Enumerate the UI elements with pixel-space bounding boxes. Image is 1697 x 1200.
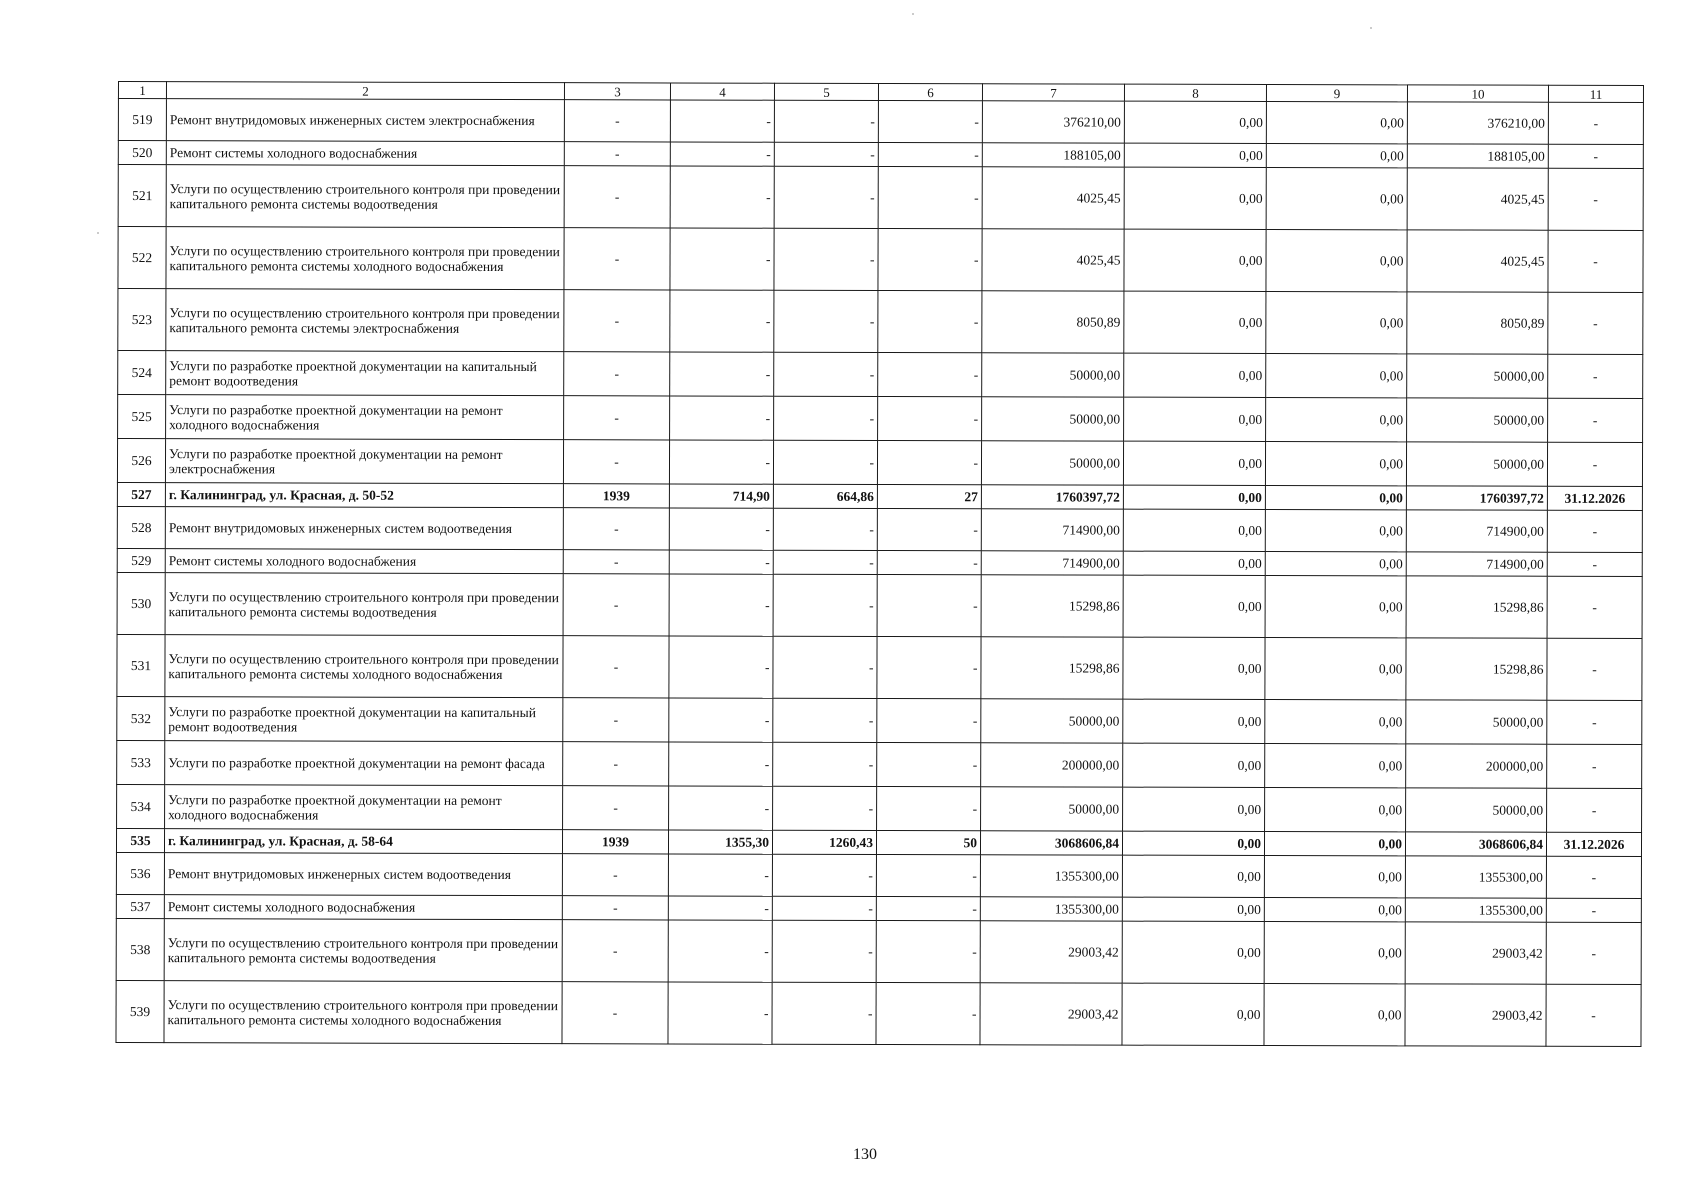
budget-share-cell: 0,00: [1266, 354, 1407, 398]
total-area-cell: 714,90: [669, 484, 773, 508]
residents-count-cell: -: [878, 290, 982, 352]
data-table: [115, 81, 1644, 1047]
work-description-cell: Услуги по разработке проектной документации на ремонт холодного водоснабжения: [166, 395, 564, 440]
completion-date-cell: -: [1547, 700, 1642, 744]
table-body: [116, 82, 1644, 1047]
total-cost-cell: 15298,86: [981, 637, 1123, 699]
header-cell-4: 4: [670, 83, 774, 100]
owners-share-cell: 15298,86: [1406, 638, 1547, 700]
completion-date-cell: -: [1548, 398, 1643, 442]
living-area-cell: -: [773, 550, 877, 574]
work-description-cell: г. Калининград, ул. Красная, д. 50-52: [165, 483, 563, 508]
work-description-cell: Услуги по осуществлению строительного контроля при проведении капитального ремонта системы водоотведения: [165, 573, 563, 636]
completion-date-cell: -: [1548, 354, 1643, 398]
header-cell-11: 11: [1548, 85, 1643, 102]
fund-share-cell: 0,00: [1124, 167, 1266, 229]
total-cost-cell: 29003,42: [980, 921, 1122, 983]
owners-share-cell: 188105,00: [1407, 144, 1548, 168]
total-area-cell: -: [668, 920, 772, 982]
residents-count-cell: 50: [876, 830, 980, 854]
header-cell-1: 1: [118, 82, 166, 99]
budget-share-cell: 0,00: [1265, 442, 1406, 486]
year-built-cell: -: [564, 290, 670, 352]
total-area-cell: -: [670, 290, 774, 352]
row-number-cell: 527: [117, 482, 165, 506]
residents-count-cell: -: [878, 100, 982, 142]
total-area-cell: -: [669, 698, 773, 742]
budget-share-cell: 0,00: [1266, 102, 1407, 144]
budget-share-cell: 0,00: [1266, 144, 1407, 168]
work-description-cell: г. Калининград, ул. Красная, д. 58-64: [164, 829, 562, 854]
fund-share-cell: 0,00: [1122, 855, 1264, 897]
row-number-cell: 520: [118, 141, 166, 165]
row-number-cell: 524: [118, 351, 166, 395]
fund-share-cell: 0,00: [1123, 575, 1265, 637]
residents-count-cell: -: [876, 896, 980, 920]
completion-date-cell: -: [1548, 168, 1643, 230]
budget-share-cell: 0,00: [1264, 832, 1405, 856]
living-area-cell: -: [773, 636, 877, 698]
fund-share-cell: 0,00: [1122, 831, 1264, 855]
table-row: [118, 395, 1643, 443]
living-area-cell: -: [772, 854, 876, 896]
owners-share-cell: 4025,45: [1407, 230, 1548, 292]
table-row: [117, 506, 1642, 552]
budget-share-cell: 0,00: [1265, 700, 1406, 744]
owners-share-cell: 1355300,00: [1405, 898, 1546, 922]
completion-date-cell: 31.12.2026: [1547, 486, 1642, 510]
completion-date-cell: -: [1547, 576, 1642, 638]
total-cost-cell: 1355300,00: [980, 897, 1122, 921]
completion-date-cell: -: [1547, 744, 1642, 788]
completion-date-cell: -: [1547, 510, 1642, 552]
row-number-cell: 538: [116, 918, 164, 980]
scan-speck: [1370, 27, 1372, 29]
residents-count-cell: -: [877, 698, 981, 742]
fund-share-cell: 0,00: [1124, 397, 1266, 441]
completion-date-cell: 31.12.2026: [1546, 832, 1641, 856]
work-description-cell: Услуги по осуществлению строительного контроля при проведении капитального ремонта системы водоотведения: [164, 919, 562, 982]
table-row: [117, 696, 1642, 744]
owners-share-cell: 15298,86: [1406, 576, 1547, 638]
row-number-cell: 537: [116, 894, 164, 918]
owners-share-cell: 4025,45: [1407, 168, 1548, 230]
budget-share-cell: 0,00: [1265, 486, 1406, 510]
total-cost-cell: 1760397,72: [981, 485, 1123, 509]
living-area-cell: 664,86: [773, 484, 877, 508]
owners-share-cell: 200000,00: [1406, 744, 1547, 788]
year-built-cell: -: [563, 636, 669, 698]
total-cost-cell: 4025,45: [982, 167, 1124, 229]
fund-share-cell: 0,00: [1122, 897, 1264, 921]
year-built-cell: -: [563, 550, 669, 574]
year-built-cell: -: [564, 228, 670, 290]
residents-count-cell: 27: [877, 484, 981, 508]
budget-share-cell: 0,00: [1264, 984, 1405, 1046]
residents-count-cell: -: [877, 508, 981, 550]
year-built-cell: -: [563, 574, 669, 636]
row-number-cell: 532: [117, 696, 165, 740]
budget-share-cell: 0,00: [1266, 168, 1407, 230]
owners-share-cell: 714900,00: [1406, 510, 1547, 552]
living-area-cell: -: [774, 166, 878, 228]
year-built-cell: -: [564, 396, 670, 440]
work-description-cell: Ремонт внутридомовых инженерных систем водоотведения: [165, 507, 563, 550]
living-area-cell: -: [774, 142, 878, 166]
budget-share-cell: 0,00: [1265, 576, 1406, 638]
living-area-cell: -: [772, 896, 876, 920]
completion-date-cell: -: [1546, 856, 1641, 898]
owners-share-cell: 29003,42: [1405, 922, 1546, 984]
work-description-cell: Ремонт системы холодного водоснабжения: [164, 895, 562, 920]
row-number-cell: 522: [118, 227, 166, 289]
fund-share-cell: 0,00: [1123, 743, 1265, 787]
work-description-cell: Услуги по разработке проектной документации на ремонт фасада: [165, 741, 563, 786]
budget-share-cell: 0,00: [1264, 898, 1405, 922]
total-cost-cell: 188105,00: [982, 143, 1124, 167]
completion-date-cell: -: [1546, 922, 1641, 984]
work-description-cell: Ремонт системы холодного водоснабжения: [165, 549, 563, 574]
living-area-cell: -: [774, 396, 878, 440]
residents-count-cell: -: [877, 636, 981, 698]
fund-share-cell: 0,00: [1123, 485, 1265, 509]
owners-share-cell: 50000,00: [1406, 788, 1547, 832]
table-row: [118, 351, 1643, 399]
residents-count-cell: -: [878, 166, 982, 228]
row-number-cell: 523: [118, 289, 166, 351]
year-built-cell: -: [563, 698, 669, 742]
work-description-cell: Услуги по осуществлению строительного контроля при проведении капитального ремонта системы холодного водоснабжения: [166, 227, 564, 290]
header-cell-3: 3: [564, 83, 670, 100]
total-area-cell: -: [670, 352, 774, 396]
total-area-cell: -: [668, 982, 772, 1044]
completion-date-cell: -: [1546, 898, 1641, 922]
row-number-cell: 535: [116, 828, 164, 852]
header-cell-2: 2: [166, 82, 564, 100]
living-area-cell: -: [772, 982, 876, 1044]
table-row: [118, 289, 1643, 355]
table-row: [116, 980, 1641, 1046]
owners-share-cell: 50000,00: [1407, 354, 1548, 398]
fund-share-cell: 0,00: [1123, 787, 1265, 831]
total-cost-cell: 714900,00: [981, 509, 1123, 551]
total-cost-cell: 200000,00: [981, 743, 1123, 787]
owners-share-cell: 8050,89: [1407, 292, 1548, 354]
header-cell-5: 5: [774, 83, 878, 100]
total-cost-cell: 1355300,00: [980, 855, 1122, 897]
fund-share-cell: 0,00: [1123, 551, 1265, 575]
table-row: [117, 784, 1642, 832]
header-cell-9: 9: [1266, 85, 1407, 102]
year-built-cell: -: [562, 982, 668, 1044]
total-area-cell: -: [670, 228, 774, 290]
fund-share-cell: 0,00: [1124, 291, 1266, 353]
owners-share-cell: 714900,00: [1406, 552, 1547, 576]
completion-date-cell: -: [1548, 144, 1643, 168]
owners-share-cell: 50000,00: [1406, 442, 1547, 486]
owners-share-cell: 50000,00: [1407, 398, 1548, 442]
row-number-cell: 539: [116, 980, 164, 1042]
year-built-cell: -: [564, 142, 670, 166]
row-number-cell: 530: [117, 572, 165, 634]
total-area-cell: -: [668, 854, 772, 896]
work-description-cell: Услуги по разработке проектной документации на капитальный ремонт водоотведения: [166, 351, 564, 396]
work-description-cell: Услуги по осуществлению строительного контроля при проведении капитального ремонта системы водоотведения: [166, 165, 564, 228]
total-cost-cell: 50000,00: [981, 441, 1123, 485]
total-area-cell: -: [669, 636, 773, 698]
row-number-cell: 521: [118, 165, 166, 227]
year-built-cell: -: [563, 742, 669, 786]
fund-share-cell: 0,00: [1124, 229, 1266, 291]
budget-share-cell: 0,00: [1266, 230, 1407, 292]
total-cost-cell: 50000,00: [981, 699, 1123, 743]
residents-count-cell: -: [876, 854, 980, 896]
living-area-cell: -: [773, 508, 877, 550]
year-built-cell: -: [563, 440, 669, 484]
total-area-cell: -: [669, 550, 773, 574]
total-area-cell: -: [669, 508, 773, 550]
total-cost-cell: 714900,00: [981, 551, 1123, 575]
year-built-cell: -: [564, 352, 670, 396]
budget-share-cell: 0,00: [1265, 510, 1406, 552]
fund-share-cell: 0,00: [1123, 699, 1265, 743]
header-cell-6: 6: [878, 83, 982, 100]
fund-share-cell: 0,00: [1122, 921, 1264, 983]
owners-share-cell: 1355300,00: [1405, 856, 1546, 898]
total-cost-cell: 50000,00: [982, 397, 1124, 441]
year-built-cell: -: [563, 508, 669, 550]
total-area-cell: -: [668, 896, 772, 920]
owners-share-cell: 29003,42: [1405, 984, 1546, 1046]
budget-share-cell: 0,00: [1265, 552, 1406, 576]
owners-share-cell: 1760397,72: [1406, 486, 1547, 510]
table-row: [117, 634, 1642, 700]
row-number-cell: 531: [117, 634, 165, 696]
table-row: [117, 740, 1642, 788]
living-area-cell: -: [774, 100, 878, 142]
row-number-cell: 526: [117, 439, 165, 483]
completion-date-cell: -: [1548, 102, 1643, 144]
living-area-cell: -: [773, 786, 877, 830]
work-description-cell: Услуги по разработке проектной документации на ремонт электроснабжения: [165, 439, 563, 484]
row-number-cell: 536: [116, 852, 164, 894]
completion-date-cell: -: [1547, 442, 1642, 486]
living-area-cell: -: [774, 290, 878, 352]
residents-count-cell: -: [876, 920, 980, 982]
owners-share-cell: 3068606,84: [1405, 832, 1546, 856]
completion-date-cell: -: [1548, 230, 1643, 292]
budget-share-cell: 0,00: [1264, 922, 1405, 984]
fund-share-cell: 0,00: [1124, 143, 1266, 167]
scan-speck: [912, 13, 914, 15]
fund-share-cell: 0,00: [1122, 983, 1264, 1045]
total-cost-cell: 50000,00: [982, 353, 1124, 397]
table-row: [116, 852, 1641, 898]
year-built-cell: -: [564, 100, 670, 142]
total-cost-cell: 15298,86: [981, 575, 1123, 637]
total-area-cell: 1355,30: [668, 830, 772, 854]
scan-speck: [97, 232, 99, 234]
row-number-cell: 519: [118, 99, 166, 141]
year-built-cell: 1939: [562, 830, 668, 854]
completion-date-cell: -: [1547, 788, 1642, 832]
total-cost-cell: 50000,00: [981, 787, 1123, 831]
owners-share-cell: 376210,00: [1407, 102, 1548, 144]
living-area-cell: -: [774, 228, 878, 290]
budget-share-cell: 0,00: [1265, 638, 1406, 700]
completion-date-cell: -: [1547, 552, 1642, 576]
row-number-cell: 529: [117, 548, 165, 572]
work-description-cell: Услуги по разработке проектной документации на ремонт холодного водоснабжения: [165, 785, 563, 830]
residents-count-cell: -: [876, 982, 980, 1044]
budget-share-cell: 0,00: [1266, 292, 1407, 354]
header-cell-8: 8: [1124, 84, 1266, 101]
row-number-cell: 528: [117, 506, 165, 548]
year-built-cell: -: [562, 920, 668, 982]
living-area-cell: -: [773, 440, 877, 484]
total-cost-cell: 3068606,84: [980, 831, 1122, 855]
year-built-cell: -: [564, 166, 670, 228]
year-built-cell: -: [562, 854, 668, 896]
living-area-cell: 1260,43: [772, 830, 876, 854]
residents-count-cell: -: [878, 228, 982, 290]
living-area-cell: -: [773, 742, 877, 786]
work-description-cell: Услуги по разработке проектной документации на капитальный ремонт водоотведения: [165, 697, 563, 742]
residents-count-cell: -: [877, 574, 981, 636]
budget-share-cell: 0,00: [1264, 856, 1405, 898]
fund-share-cell: 0,00: [1123, 441, 1265, 485]
table-row: [117, 439, 1642, 487]
total-area-cell: -: [670, 100, 774, 142]
residents-count-cell: -: [878, 352, 982, 396]
budget-share-cell: 0,00: [1265, 788, 1406, 832]
total-cost-cell: 29003,42: [980, 983, 1122, 1045]
work-description-cell: Услуги по осуществлению строительного контроля при проведении капитального ремонта системы холодного водоснабжения: [165, 635, 563, 698]
total-area-cell: -: [669, 786, 773, 830]
row-number-cell: 525: [118, 395, 166, 439]
residents-count-cell: -: [878, 396, 982, 440]
living-area-cell: -: [773, 698, 877, 742]
table-row: [118, 227, 1643, 293]
completion-date-cell: -: [1548, 292, 1643, 354]
table-row: [118, 99, 1643, 145]
year-built-cell: 1939: [563, 484, 669, 508]
header-cell-7: 7: [982, 84, 1124, 101]
living-area-cell: -: [774, 352, 878, 396]
budget-share-cell: 0,00: [1266, 398, 1407, 442]
row-number-cell: 534: [117, 784, 165, 828]
row-number-cell: 533: [117, 740, 165, 784]
fund-share-cell: 0,00: [1124, 353, 1266, 397]
total-cost-cell: 8050,89: [982, 291, 1124, 353]
budget-share-cell: 0,00: [1265, 744, 1406, 788]
living-area-cell: -: [772, 920, 876, 982]
total-area-cell: -: [669, 574, 773, 636]
total-cost-cell: 4025,45: [982, 229, 1124, 291]
table-row: [117, 572, 1642, 638]
work-description-cell: Услуги по осуществлению строительного контроля при проведении капитального ремонта системы холодного водоснабжения: [164, 981, 562, 1044]
page-number: 130: [853, 1146, 877, 1163]
table-row: [116, 918, 1641, 984]
living-area-cell: -: [773, 574, 877, 636]
total-area-cell: -: [669, 440, 773, 484]
year-built-cell: -: [562, 896, 668, 920]
residents-count-cell: -: [877, 786, 981, 830]
total-area-cell: -: [670, 166, 774, 228]
completion-date-cell: -: [1546, 984, 1641, 1046]
residents-count-cell: -: [877, 550, 981, 574]
total-area-cell: -: [670, 142, 774, 166]
table-row: [118, 165, 1643, 231]
owners-share-cell: 50000,00: [1406, 700, 1547, 744]
total-area-cell: -: [670, 396, 774, 440]
residents-count-cell: -: [878, 142, 982, 166]
fund-share-cell: 0,00: [1124, 101, 1266, 143]
work-description-cell: Услуги по осуществлению строительного контроля при проведении капитального ремонта системы электроснабжения: [166, 289, 564, 352]
completion-date-cell: -: [1547, 638, 1642, 700]
work-description-cell: Ремонт системы холодного водоснабжения: [166, 141, 564, 166]
fund-share-cell: 0,00: [1123, 637, 1265, 699]
year-built-cell: -: [563, 786, 669, 830]
fund-share-cell: 0,00: [1123, 509, 1265, 551]
work-description-cell: Ремонт внутридомовых инженерных систем электроснабжения: [166, 99, 564, 142]
total-area-cell: -: [669, 742, 773, 786]
residents-count-cell: -: [877, 742, 981, 786]
residents-count-cell: -: [877, 440, 981, 484]
work-description-cell: Ремонт внутридомовых инженерных систем водоотведения: [164, 853, 562, 896]
total-cost-cell: 376210,00: [982, 101, 1124, 143]
header-cell-10: 10: [1407, 85, 1548, 102]
